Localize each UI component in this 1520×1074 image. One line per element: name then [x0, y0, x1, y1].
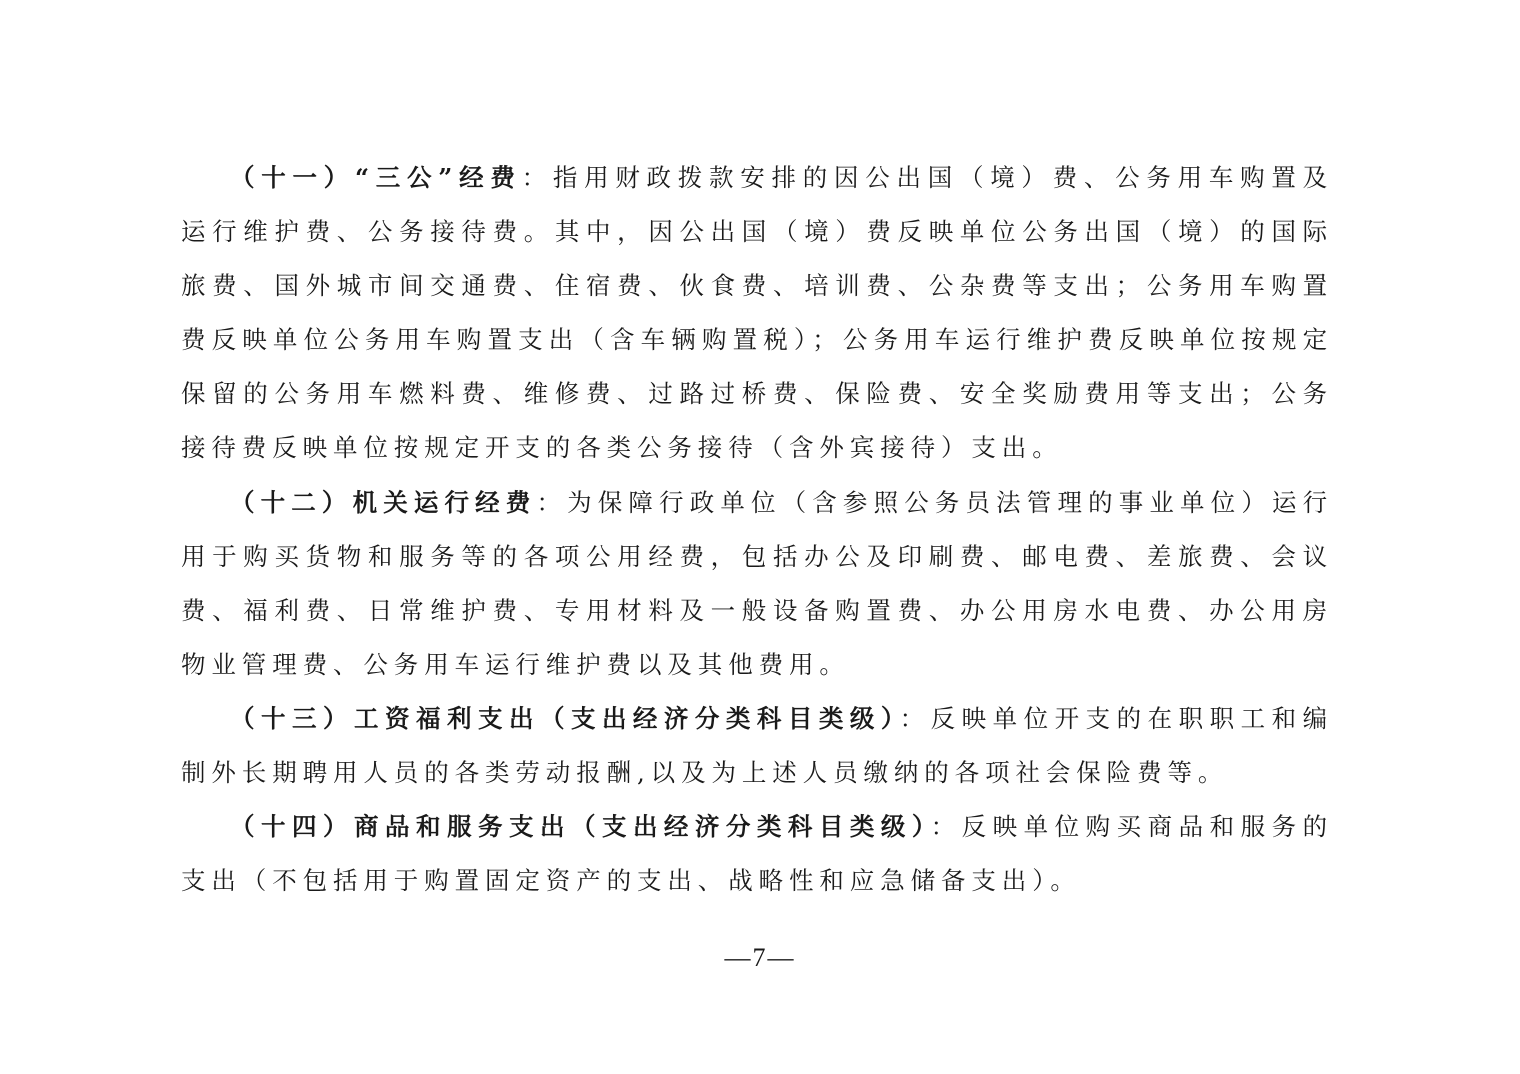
term-san-gong-expenses: （十一）“三公”经费	[230, 163, 522, 192]
definition-agency-operating-expenses: ：为保障行政单位（含参照公务员法管理的事业单位）运行用于购买货物和服务等的各项公用经费，包括办公及印刷费、邮电费、差旅费、会议费、福利费、日常维护费、专用材料及一般设备购置费、办公用房水电费、办公用房物业管理费、公务用车运行维护费以及其他费用。	[181, 487, 1334, 679]
page-number: —7—	[724, 943, 796, 972]
term-goods-services-expenditure: （十四）商品和服务支出（支出经济分类科目类级）	[230, 812, 931, 842]
term-agency-operating-expenses: （十二）机关运行经费	[230, 487, 537, 517]
term-wage-welfare-expenditure: （十三）工资福利支出（支出经济分类科目类级）	[230, 703, 900, 733]
definition-wage-welfare-expenditure: ：反映单位开支的在职职工和编制外长期聘用人员的各类劳动报酬,以及为上述人员缴纳的各项社会保险费等。	[181, 703, 1333, 788]
paragraph-goods-services-expenditure	[181, 800, 1333, 908]
definition-goods-services-expenditure: ：反映单位购买商品和服务的支出（不包括用于购置固定资产的支出、战略性和应急储备支出）。	[181, 812, 1334, 896]
paragraph-agency-operating-expenses	[181, 476, 1333, 692]
paragraph-san-gong-expenses	[181, 151, 1333, 476]
paragraph-wage-welfare-expenditure	[181, 692, 1333, 800]
definition-san-gong-expenses: ：指用财政拨款安排的因公出国（境）费、公务用车购置及运行维护费、公务接待费。其中，因公出国（境）费反映单位公务出国（境）的国际旅费、国外城市间交通费、住宿费、伙食费、培训费、公杂费等支出；公务用车购置费反映单位公务用车购置支出（含车辆购置税）；公务用车运行维护费反映单位按规定保留的公务用车燃料费、维修费、过路过桥费、保险费、安全奖励费用等支出；公务接待费反映单位按规定开支的各类公务接待（含外宾接待）支出。	[181, 163, 1333, 463]
document-body	[181, 151, 1333, 908]
